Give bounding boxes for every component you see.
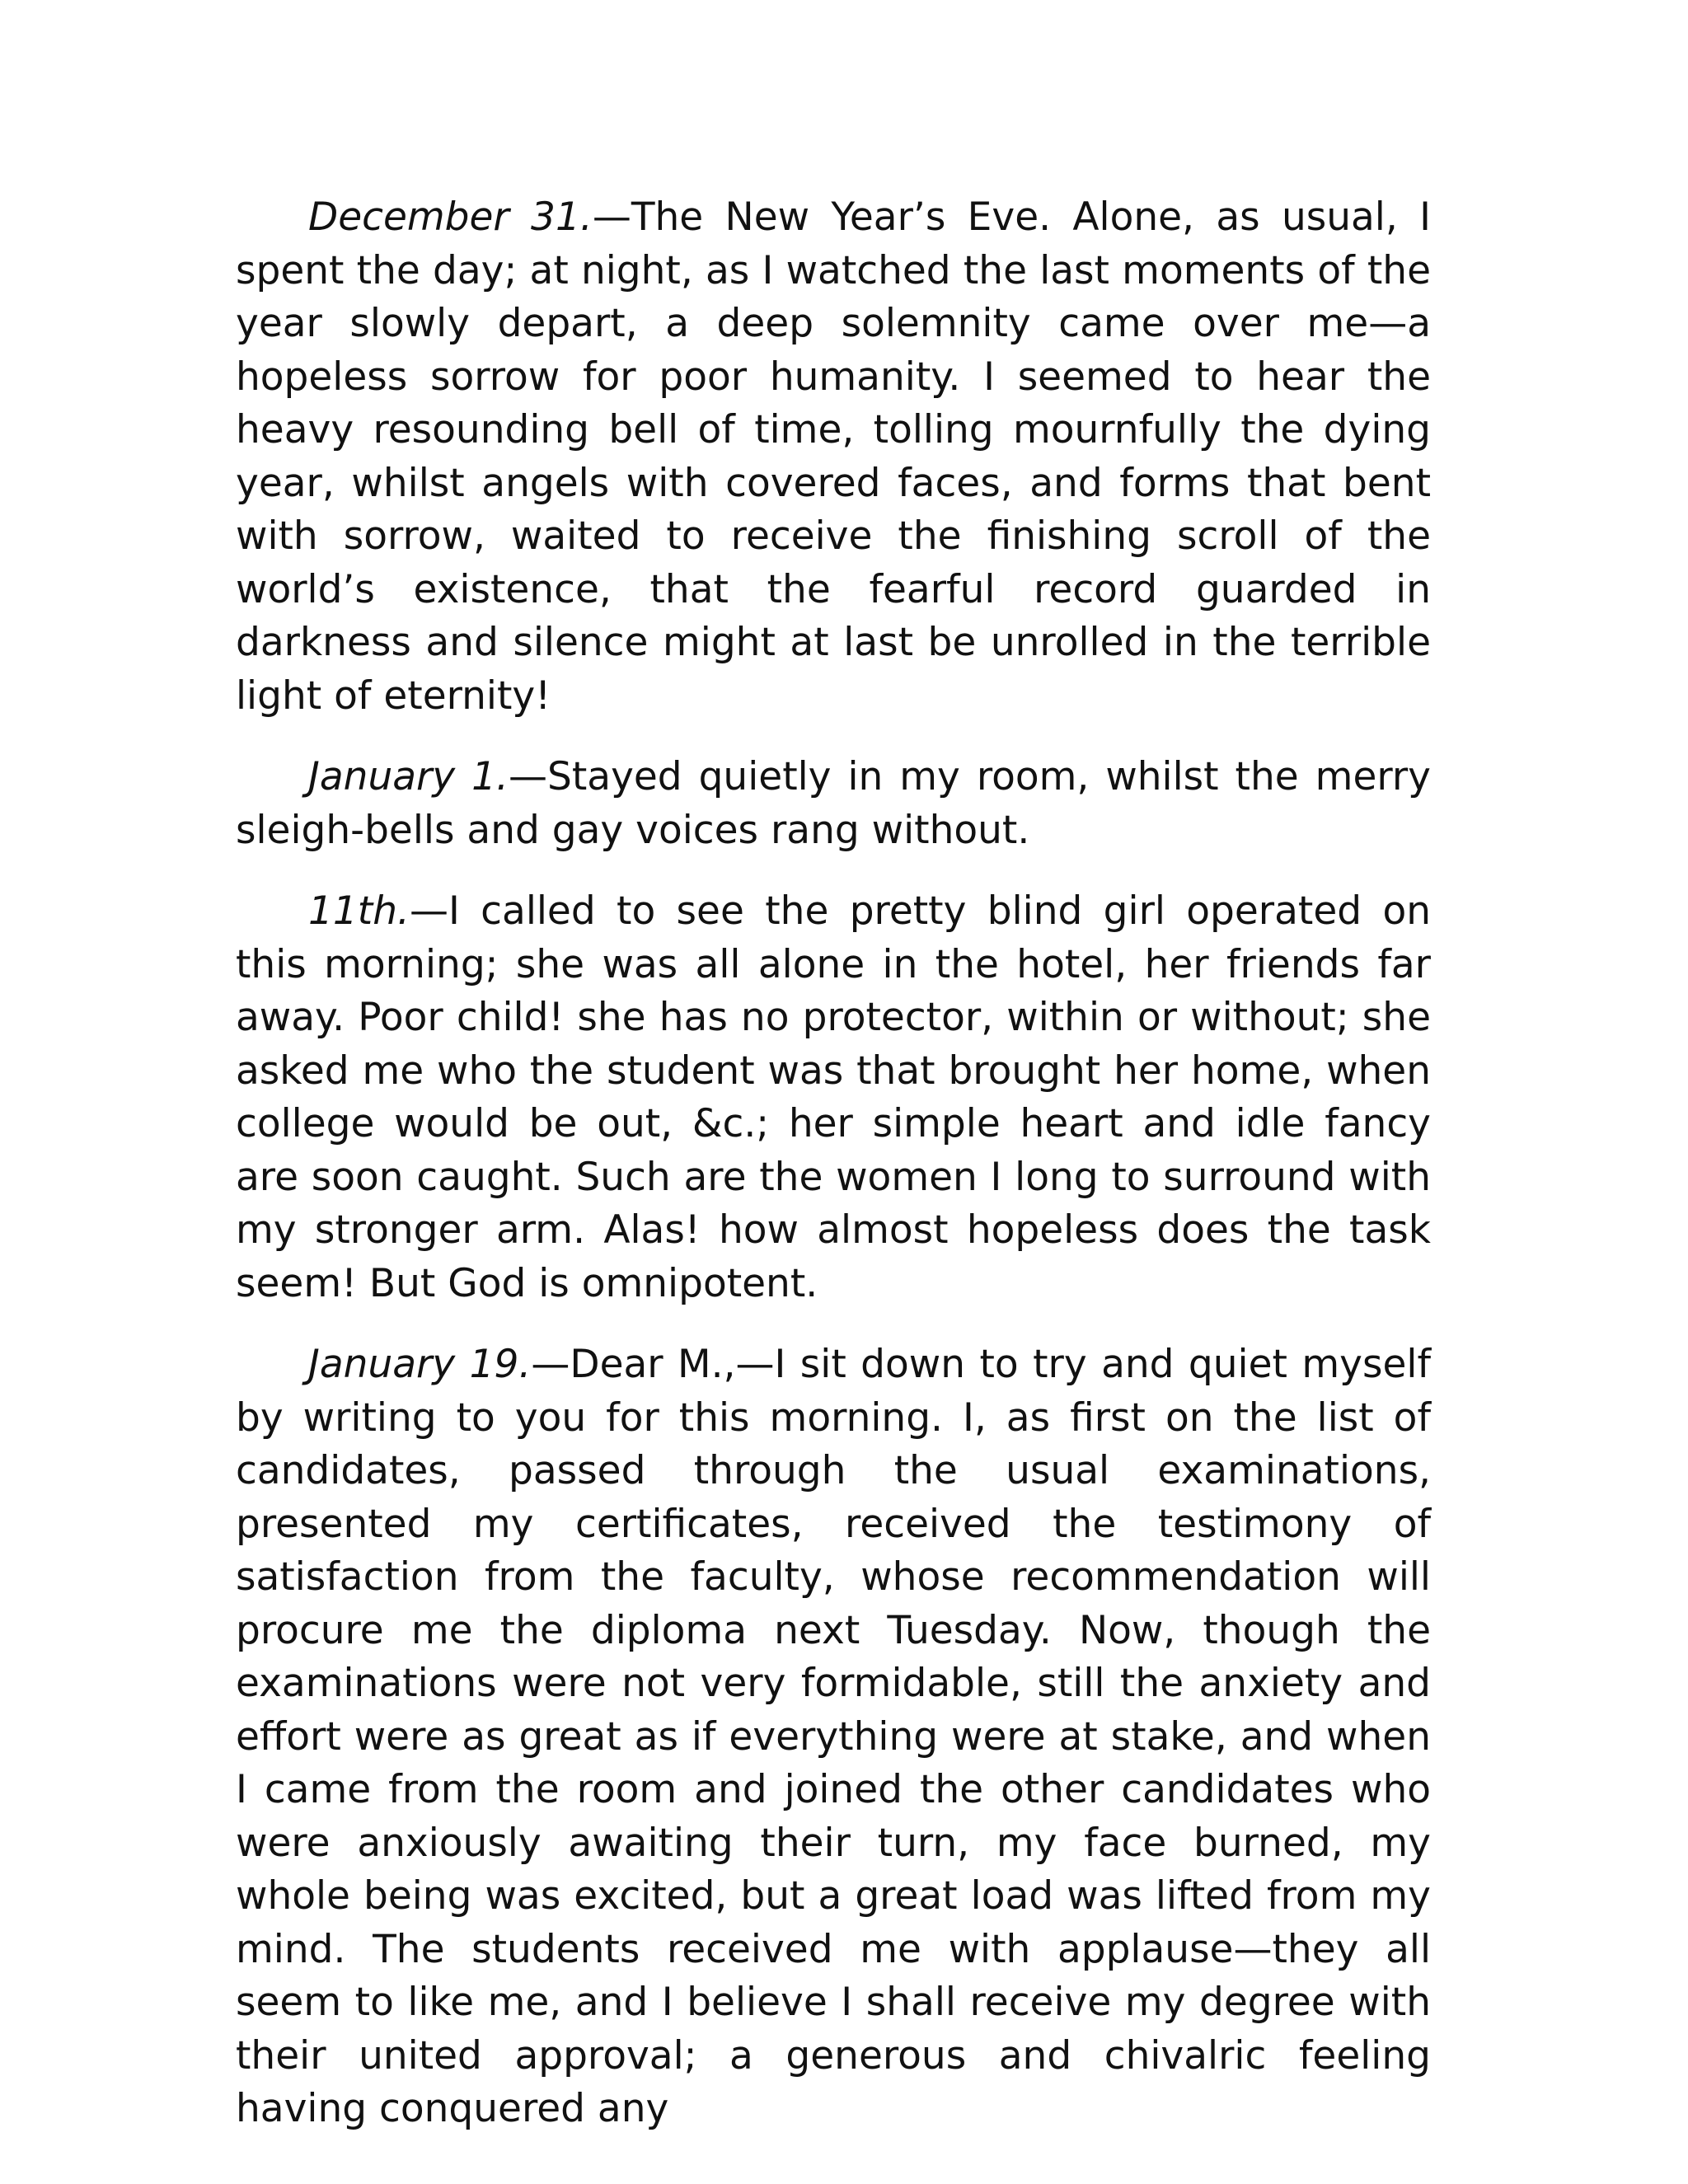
journal-entry-january-19: [236, 1338, 1431, 2136]
journal-entry-december-31: [236, 191, 1431, 723]
entry-date: January 19.: [308, 1342, 532, 1387]
entry-text: —I called to see the pretty blind girl operated on this morning; she was all alone in the hotel, her friends far away. Poor child! she has no protector, within or without; she asked me who the student was that brought her home, when college would be out, &c.; her simple heart and idle fancy are soon caught. Such are the women I long to surround with my stronger arm. Alas! how almost hopeless does the task seem! But God is omnipotent.: [236, 888, 1431, 1306]
journal-entry-january-1: [236, 751, 1431, 857]
document-page: [236, 191, 1431, 2136]
entry-date: December 31.: [308, 194, 593, 240]
entry-date: 11th.: [308, 888, 410, 934]
journal-entry-11th: [236, 885, 1431, 1310]
entry-text: —The New Year’s Eve. Alone, as usual, I spent the day; at night, as I watched the last moments of the year slowly depart, a deep solemnity came over me—a hopeless sorrow for poor humanity. I seemed to hear the heavy resounding bell of time, tolling mournfully the dying year, whilst angels with covered faces, and forms that bent with sorrow, waited to receive the finishing scroll of the world’s existence, that the fearful record guarded in darkness and silence might at last be unrolled in the terrible light of eternity!: [236, 194, 1432, 719]
entry-date: January 1.: [308, 754, 509, 799]
entry-text: —Stayed quietly in my room, whilst the merry sleigh-bells and gay voices rang without.: [236, 754, 1431, 853]
entry-text: —Dear M.,—I sit down to try and quiet myself by writing to you for this morning. I, as first on the list of candidates, passed through the usual examinations, presented my certificates, received the testimony of satisfaction from the faculty, whose recommendation will procure me the diploma next Tuesday. Now, though the examinations were not very formidable, still the anxiety and effort were as great as if everything were at stake, and when I came from the room and joined the other candidates who were anxiously awaiting their turn, my face burned, my whole being was excited, but a great load was lifted from my mind. The students received me with applause—they all seem to like me, and I believe I shall receive my degree with their united approval; a generous and chivalric feeling having conquered any: [236, 1342, 1431, 2131]
